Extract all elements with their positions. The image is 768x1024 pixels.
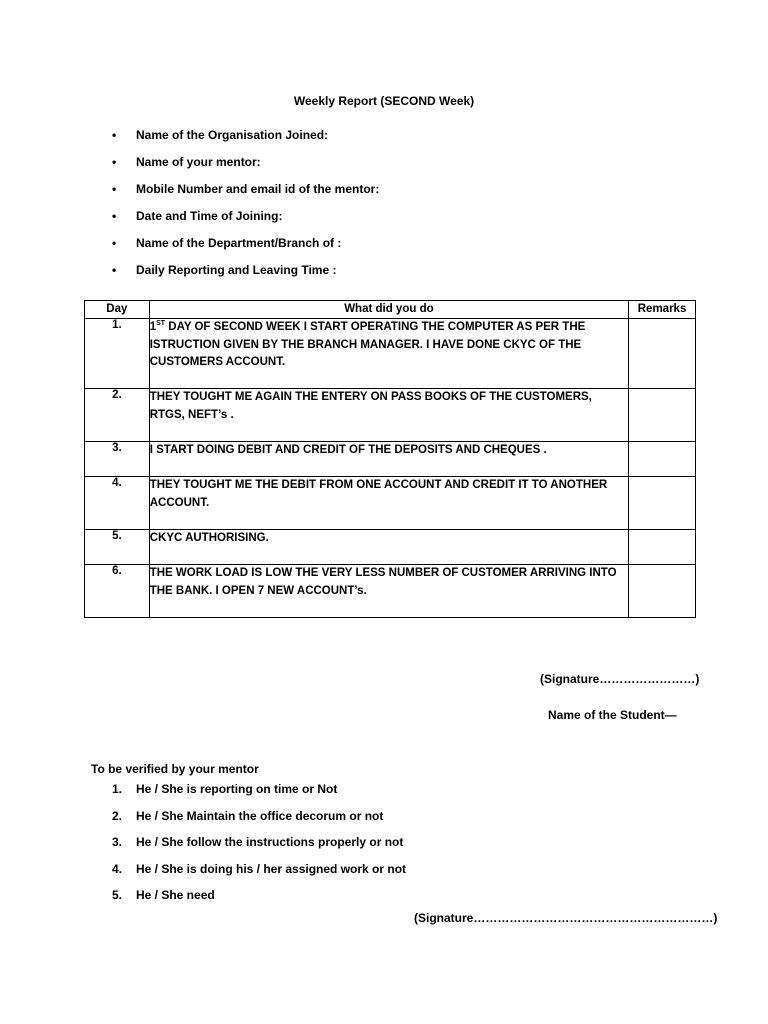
day-cell: 4.	[85, 477, 150, 530]
bullet-icon: •	[112, 209, 117, 223]
field-label: Name of your mentor:	[136, 155, 261, 169]
table-row	[85, 389, 696, 442]
day-cell: 3.	[85, 442, 150, 477]
activity-cell	[149, 319, 628, 389]
mentor-signature-line: (Signature……………………………………………………)	[414, 911, 718, 925]
table-header-row	[85, 301, 696, 319]
field-mentor-contact	[112, 181, 379, 208]
bullet-icon: •	[112, 236, 117, 250]
item-text: He / She is doing his / her assigned work or not	[136, 861, 407, 876]
column-header-remarks: Remarks	[629, 301, 696, 319]
item-text: He / She is reporting on time or Not	[136, 782, 338, 796]
student-signature-line: (Signature……………………)	[540, 672, 700, 686]
item-text: He / She need	[136, 888, 215, 902]
table-row	[85, 530, 696, 565]
field-department	[112, 235, 379, 262]
mentor-checklist	[112, 781, 406, 914]
field-label: Daily Reporting and Leaving Time :	[136, 263, 337, 277]
page-title: Weekly Report (SECOND Week)	[293, 94, 475, 108]
student-name-label: Name of the Student—	[548, 708, 677, 722]
item-text: He / She follow the instructions properly or not	[136, 835, 404, 849]
field-reporting-time	[112, 262, 379, 289]
item-number: 4.	[112, 861, 123, 876]
field-label: Name of the Organisation Joined:	[136, 128, 329, 142]
activity-cell: THE WORK LOAD IS LOW THE VERY LESS NUMBER OF CUSTOMER ARRIVING INTO THE BANK. I OPEN 7 NEW ACCOUNT’s.	[149, 565, 628, 618]
column-header-day: Day	[85, 301, 150, 319]
bullet-icon: •	[112, 128, 117, 142]
bullet-icon: •	[112, 155, 117, 169]
item-text: He / She Maintain the office decorum or not	[136, 808, 384, 823]
bullet-icon: •	[112, 263, 117, 277]
field-organisation	[112, 127, 379, 154]
item-number: 2.	[112, 808, 123, 823]
activity-cell: CKYC AUTHORISING.	[149, 530, 628, 565]
remarks-cell	[629, 477, 696, 530]
list-item	[112, 887, 406, 914]
weekly-activity-table	[84, 300, 696, 618]
field-joining-date	[112, 208, 379, 235]
mentor-verification-heading: To be verified by your mentor	[91, 762, 259, 776]
field-label: Mobile Number and email id of the mentor:	[136, 182, 380, 196]
activity-ordinal-suffix: ST	[156, 320, 166, 328]
activity-cell: THEY TOUGHT ME AGAIN THE ENTERY ON PASS BOOKS OF THE CUSTOMERS, RTGS, NEFT’s .	[149, 389, 628, 442]
table-row	[85, 477, 696, 530]
bullet-icon: •	[112, 182, 117, 196]
list-item	[112, 808, 406, 835]
field-label: Name of the Department/Branch of :	[136, 236, 342, 250]
day-cell: 5.	[85, 530, 150, 565]
remarks-cell	[629, 319, 696, 389]
day-cell: 6.	[85, 565, 150, 618]
field-mentor	[112, 154, 379, 181]
list-item	[112, 834, 406, 861]
remarks-cell	[629, 530, 696, 565]
remarks-cell	[629, 565, 696, 618]
item-number: 5.	[112, 888, 123, 902]
info-fields-list	[112, 127, 379, 289]
activity-cell: THEY TOUGHT ME THE DEBIT FROM ONE ACCOUNT AND CREDIT IT TO ANOTHER ACCOUNT.	[149, 477, 628, 530]
activity-ordinal: 1	[149, 321, 157, 333]
item-number: 3.	[112, 835, 123, 849]
table-row	[85, 565, 696, 618]
activity-cell: I START DOING DEBIT AND CREDIT OF THE DEPOSITS AND CHEQUES .	[149, 442, 628, 477]
list-item	[112, 861, 406, 888]
activity-text: DAY OF SECOND WEEK I START OPERATING THE COMPUTER AS PER THE ISTRUCTION GIVEN BY THE BRANCH MANAGER. I HAVE DONE CKYC OF THE CUSTOMERS ACCOUNT.	[149, 321, 586, 368]
remarks-cell	[629, 442, 696, 477]
item-number: 1.	[112, 782, 123, 796]
table-row	[85, 442, 696, 477]
remarks-cell	[629, 389, 696, 442]
column-header-what: What did you do	[149, 301, 628, 319]
field-label: Date and Time of Joining:	[136, 209, 283, 223]
table-row	[85, 319, 696, 389]
list-item	[112, 781, 406, 808]
day-cell: 1.	[85, 319, 150, 389]
day-cell: 2.	[85, 389, 150, 442]
